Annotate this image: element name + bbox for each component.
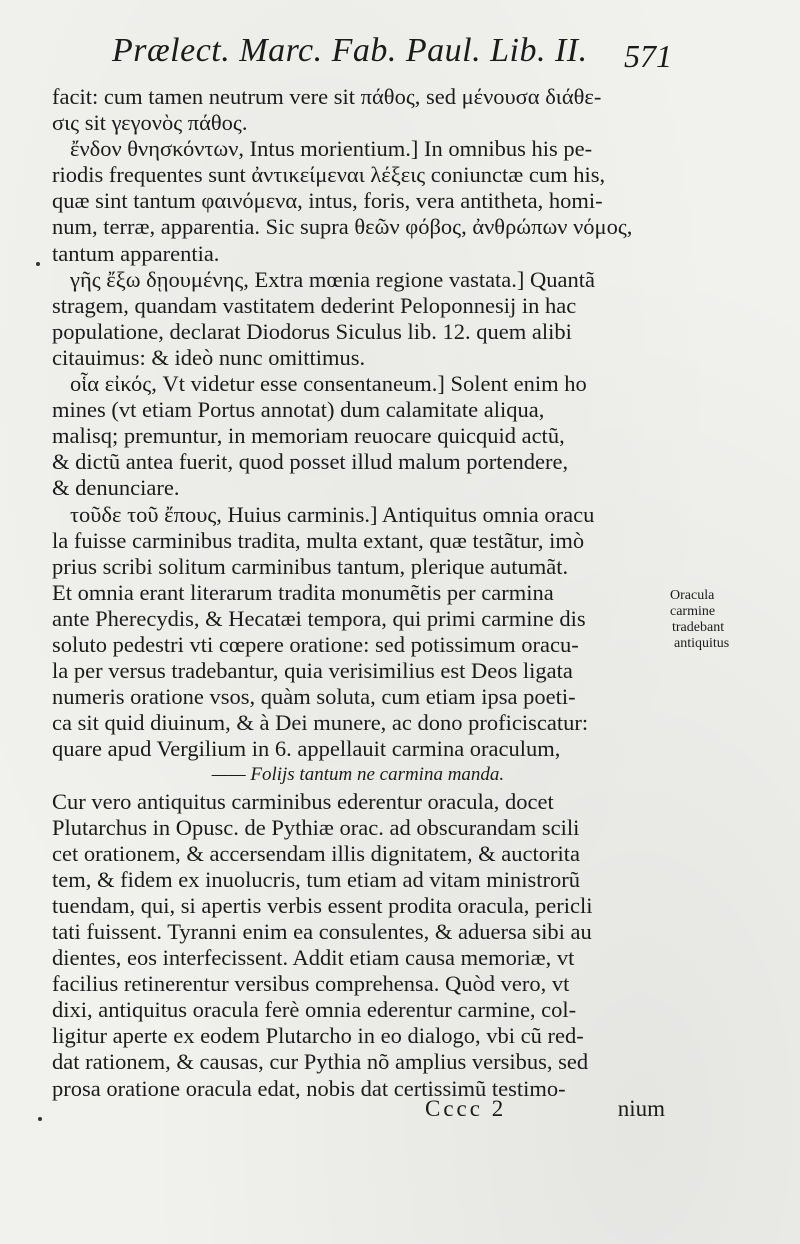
text-line: dixi, antiquitus oracula ferè omnia ederentur carmine, col- xyxy=(52,997,577,1023)
marginal-note-line: Oracula xyxy=(670,588,715,603)
text-line: & dictũ antea fuerit, quod posset illud malum portendere, xyxy=(52,449,569,475)
text-line: citauimus: & ideò nunc omittimus. xyxy=(52,344,366,370)
text-line: numeris oratione vsos, quàm soluta, cum etiam ipsa poeti- xyxy=(52,684,576,710)
text-line: ἔνδον θνησκόντων, Intus morientium.] In omnibus his pe- xyxy=(70,136,593,162)
text-line: σις sit γεγονὸς πάθος. xyxy=(52,110,248,136)
text-line: mines (vt etiam Portus annotat) dum calamitate aliqua, xyxy=(52,397,545,423)
page-header xyxy=(112,32,672,82)
text-line: la per versus tradebantur, quia verisimilius est Deos ligata xyxy=(52,658,573,684)
marginal-note xyxy=(668,588,780,652)
text-line: prius scribi solitum carminibus tantum, plerique autumãt. xyxy=(52,553,569,579)
text-line: ante Pherecydis, & Hecatæi tempora, qui primi carmine dis xyxy=(52,605,586,631)
body-text xyxy=(52,84,664,1102)
verse-quotation: —— Folijs tantum ne carmina manda. xyxy=(211,764,505,786)
text-line: prosa oratione oracula edat, nobis dat certissimũ testimo- xyxy=(52,1075,566,1101)
text-line: tati fuissent. Tyranni enim ea consulentes, & aduersa sibi au xyxy=(52,919,592,944)
text-line: ligitur aperte ex eodem Plutarcho in eo dialogo, vbi cũ red- xyxy=(52,1023,584,1049)
marginal-note-line: carmine xyxy=(670,604,716,619)
signature-mark: Cccc 2 xyxy=(425,1096,507,1121)
text-line: la fuisse carminibus tradita, multa extant, quæ testãtur, imò xyxy=(52,527,585,553)
text-line: cet orationem, & accersendam illis dignitatem, & auctorita xyxy=(52,840,580,866)
text-line: Plutarchus in Opusc. de Pythiæ orac. ad obscurandam scili xyxy=(52,814,580,840)
text-line: quæ sint tantum φαινόμενα, intus, foris, vera antitheta, homi- xyxy=(52,188,603,214)
text-line: tem, & fidem ex inuolucris, tum etiam ad vitam ministrorũ xyxy=(52,866,581,892)
text-line: ca sit quid diuinum, & à Dei munere, ac dono proficiscatur: xyxy=(52,710,589,736)
text-line: populatione, declarat Diodorus Siculus lib. 12. quem alibi xyxy=(52,318,572,344)
text-line: οἷα εἰκός, Vt videtur esse consentaneum.] Solent enim ho xyxy=(70,371,587,397)
text-line: dat rationem, & causas, cur Pythia nõ amplius versibus, sed xyxy=(52,1049,589,1075)
text-line: τοῦδε τοῦ ἔπους, Huius carminis.] Antiquitus omnia oracu xyxy=(70,501,595,527)
marginal-note-line: antiquitus xyxy=(674,636,730,651)
text-line: Et omnia erant literarum tradita monumẽtis per carmina xyxy=(52,579,554,605)
text-line: facit: cum tamen neutrum vere sit πάθος, sed μένουσα διάθε- xyxy=(52,84,602,109)
ink-spot xyxy=(38,1117,42,1121)
text-line: quare apud Vergilium in 6. appellauit carmina oraculum, xyxy=(52,736,561,762)
text-line: tuendam, qui, si apertis verbis essent prodita oracula, pericli xyxy=(52,892,593,918)
text-line: γῆς ἔξω δῃουμένης, Extra mœnia regione vastata.] Quantã xyxy=(70,266,596,292)
ink-spot xyxy=(36,262,40,266)
text-line: tantum apparentia. xyxy=(52,240,220,266)
page-footer xyxy=(425,1096,665,1126)
text-line: num, terræ, apparentia. Sic supra θεῶν φόβος, ἀνθρώπων νόμος, xyxy=(52,214,633,240)
text-line: dientes, eos interfecissent. Addit etiam causa memoriæ, vt xyxy=(52,945,575,971)
marginal-note-line: tradebant xyxy=(672,620,725,635)
running-head: Prælect. Marc. Fab. Paul. Lib. II. xyxy=(112,32,588,69)
text-line: soluto pedestri vti cœpere oratione: sed potissimum oracu- xyxy=(52,631,579,657)
page-number: 571 xyxy=(624,38,672,74)
catchword: nium xyxy=(617,1096,665,1121)
text-line: stragem, quandam vastitatem dederint Peloponnesij in hac xyxy=(52,292,577,318)
text-line: & denunciare. xyxy=(52,475,180,501)
text-line: malisq; premuntur, in memoriam reuocare quicquid actũ, xyxy=(52,423,565,449)
text-line: riodis frequentes sunt ἀντικείμεναι λέξεις coniunctæ cum his, xyxy=(52,162,606,188)
text-line: facilius retinerentur versibus comprehensa. Quòd vero, vt xyxy=(52,971,570,997)
text-line: Cur vero antiquitus carminibus ederentur oracula, docet xyxy=(52,788,554,814)
